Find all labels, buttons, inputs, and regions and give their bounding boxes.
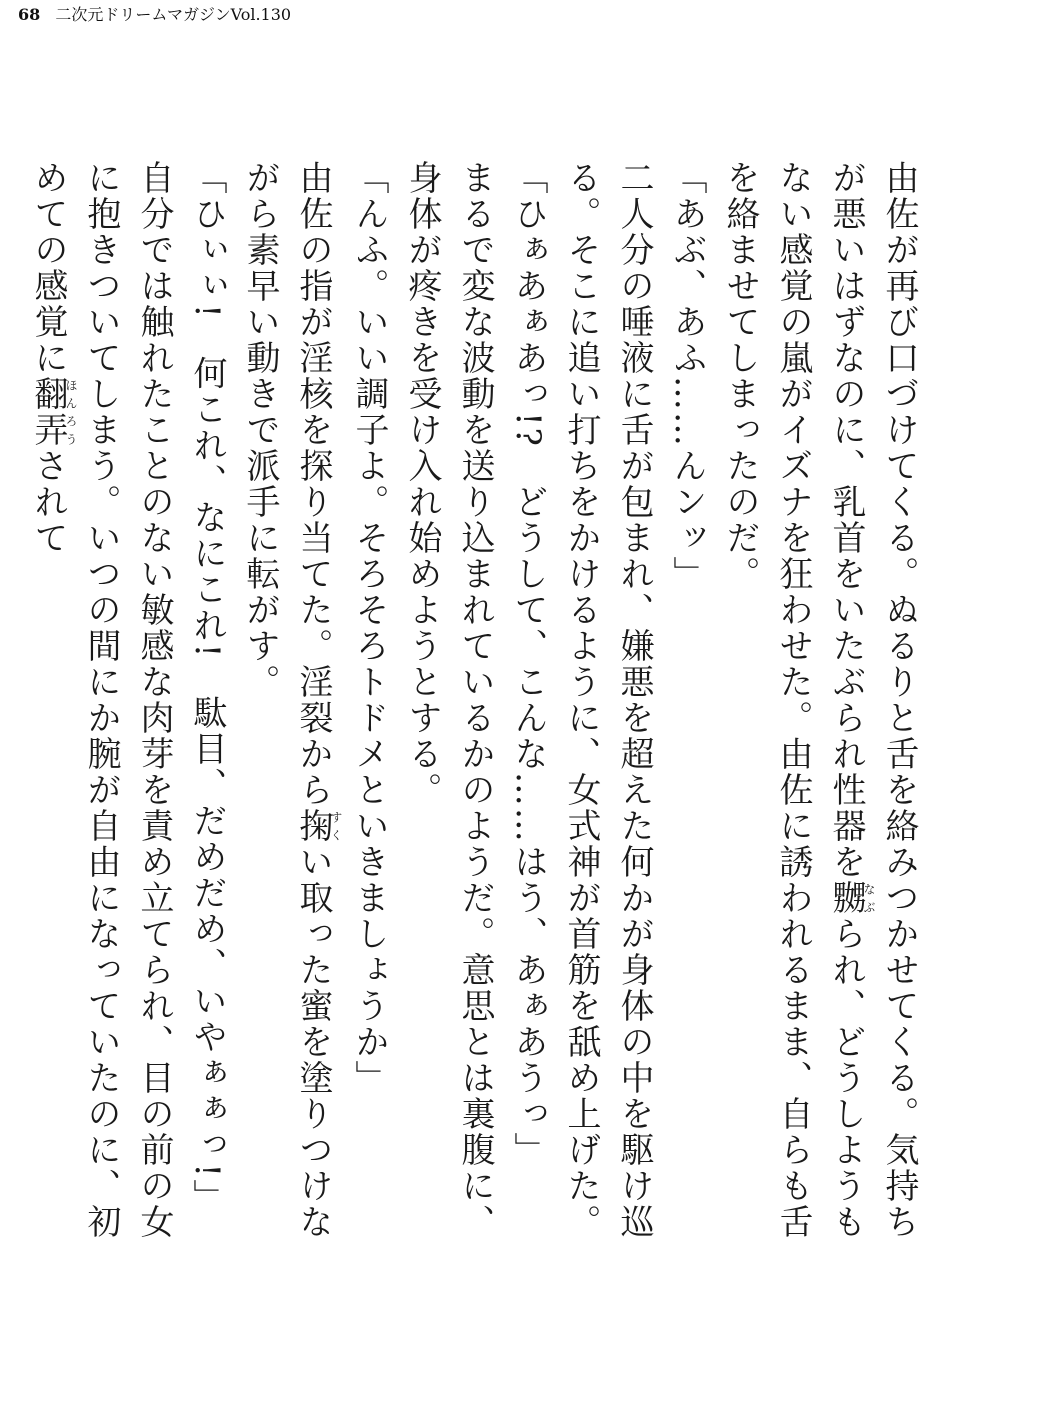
- text-run: い取った蜜を塗りつけながら素早い動きで派手に転がす。: [240, 160, 333, 1240]
- text-run: まるで変な波動を送り込まれているかのようだ。意思とは裏腹に、身体が疼きを受け入れ始めようとする。: [402, 160, 495, 1240]
- paragraph: [554, 160, 660, 1260]
- ruby-annotation: [293, 808, 343, 844]
- text-run: 「ひぃぃ! 何これ、なにこれ! 駄目、だめだめ、いやぁぁっ!」: [187, 160, 227, 1215]
- ruby-base: 嬲: [826, 880, 866, 916]
- ruby-base: 翻弄: [28, 376, 68, 448]
- ruby-reading: ほんろう: [64, 376, 78, 448]
- paragraph: [342, 160, 395, 1260]
- paragraph: [660, 160, 713, 1260]
- paragraph: [21, 160, 180, 1260]
- paragraph: [395, 160, 501, 1260]
- publication-title: 二次元ドリームマガジンVol.130: [55, 5, 292, 24]
- ruby-base: 掬: [293, 808, 333, 844]
- text-run: られ、どうしようもない感覚の嵐がイズナを狂わせた。由佐に誘われるまま、自らも舌を絡ませてしまったのだ。: [720, 160, 866, 1240]
- ruby-reading: すく: [329, 808, 343, 844]
- vertical-text-body: [28, 160, 925, 1260]
- paragraph: [713, 160, 925, 1260]
- text-run: 「ひぁあぁあっ!? どうして、こんな……はう、あぁあうっ」: [508, 160, 548, 1168]
- paragraph: [501, 160, 554, 1260]
- running-header: [18, 4, 291, 26]
- ruby-annotation: [28, 376, 78, 448]
- text-run: 自分では触れたことのない敏感な肉芽を責め立てられ、目の前の女に抱きついてしまう。いつの間にか腕が自由になっていたのに、初めての感覚に: [28, 160, 174, 1240]
- ruby-annotation: [826, 880, 876, 916]
- text-run: されて: [28, 448, 68, 556]
- text-run: 「あぶ、あふ……んンッ」: [667, 160, 707, 592]
- text-run: 二人分の唾液に舌が包まれ、嫌悪を超えた何かが身体の中を駆け巡る。そこに追い打ちをかけるように、女式神が首筋を舐め上げた。: [561, 160, 654, 1240]
- text-run: 「んふ。いい調子よ。そろそろトドメといきましょうか」: [349, 160, 389, 1096]
- text-run: 由佐が再び口づけてくる。ぬるりと舌を絡みつかせてくる。気持ちが悪いはずなのに、乳首をいたぶられ性器を: [826, 160, 919, 1240]
- paragraph: [180, 160, 233, 1260]
- paragraph: [233, 160, 342, 1260]
- page-number: 68: [18, 5, 41, 24]
- ruby-reading: なぶ: [862, 880, 876, 916]
- text-run: 由佐の指が淫核を探り当てた。淫裂から: [293, 160, 333, 808]
